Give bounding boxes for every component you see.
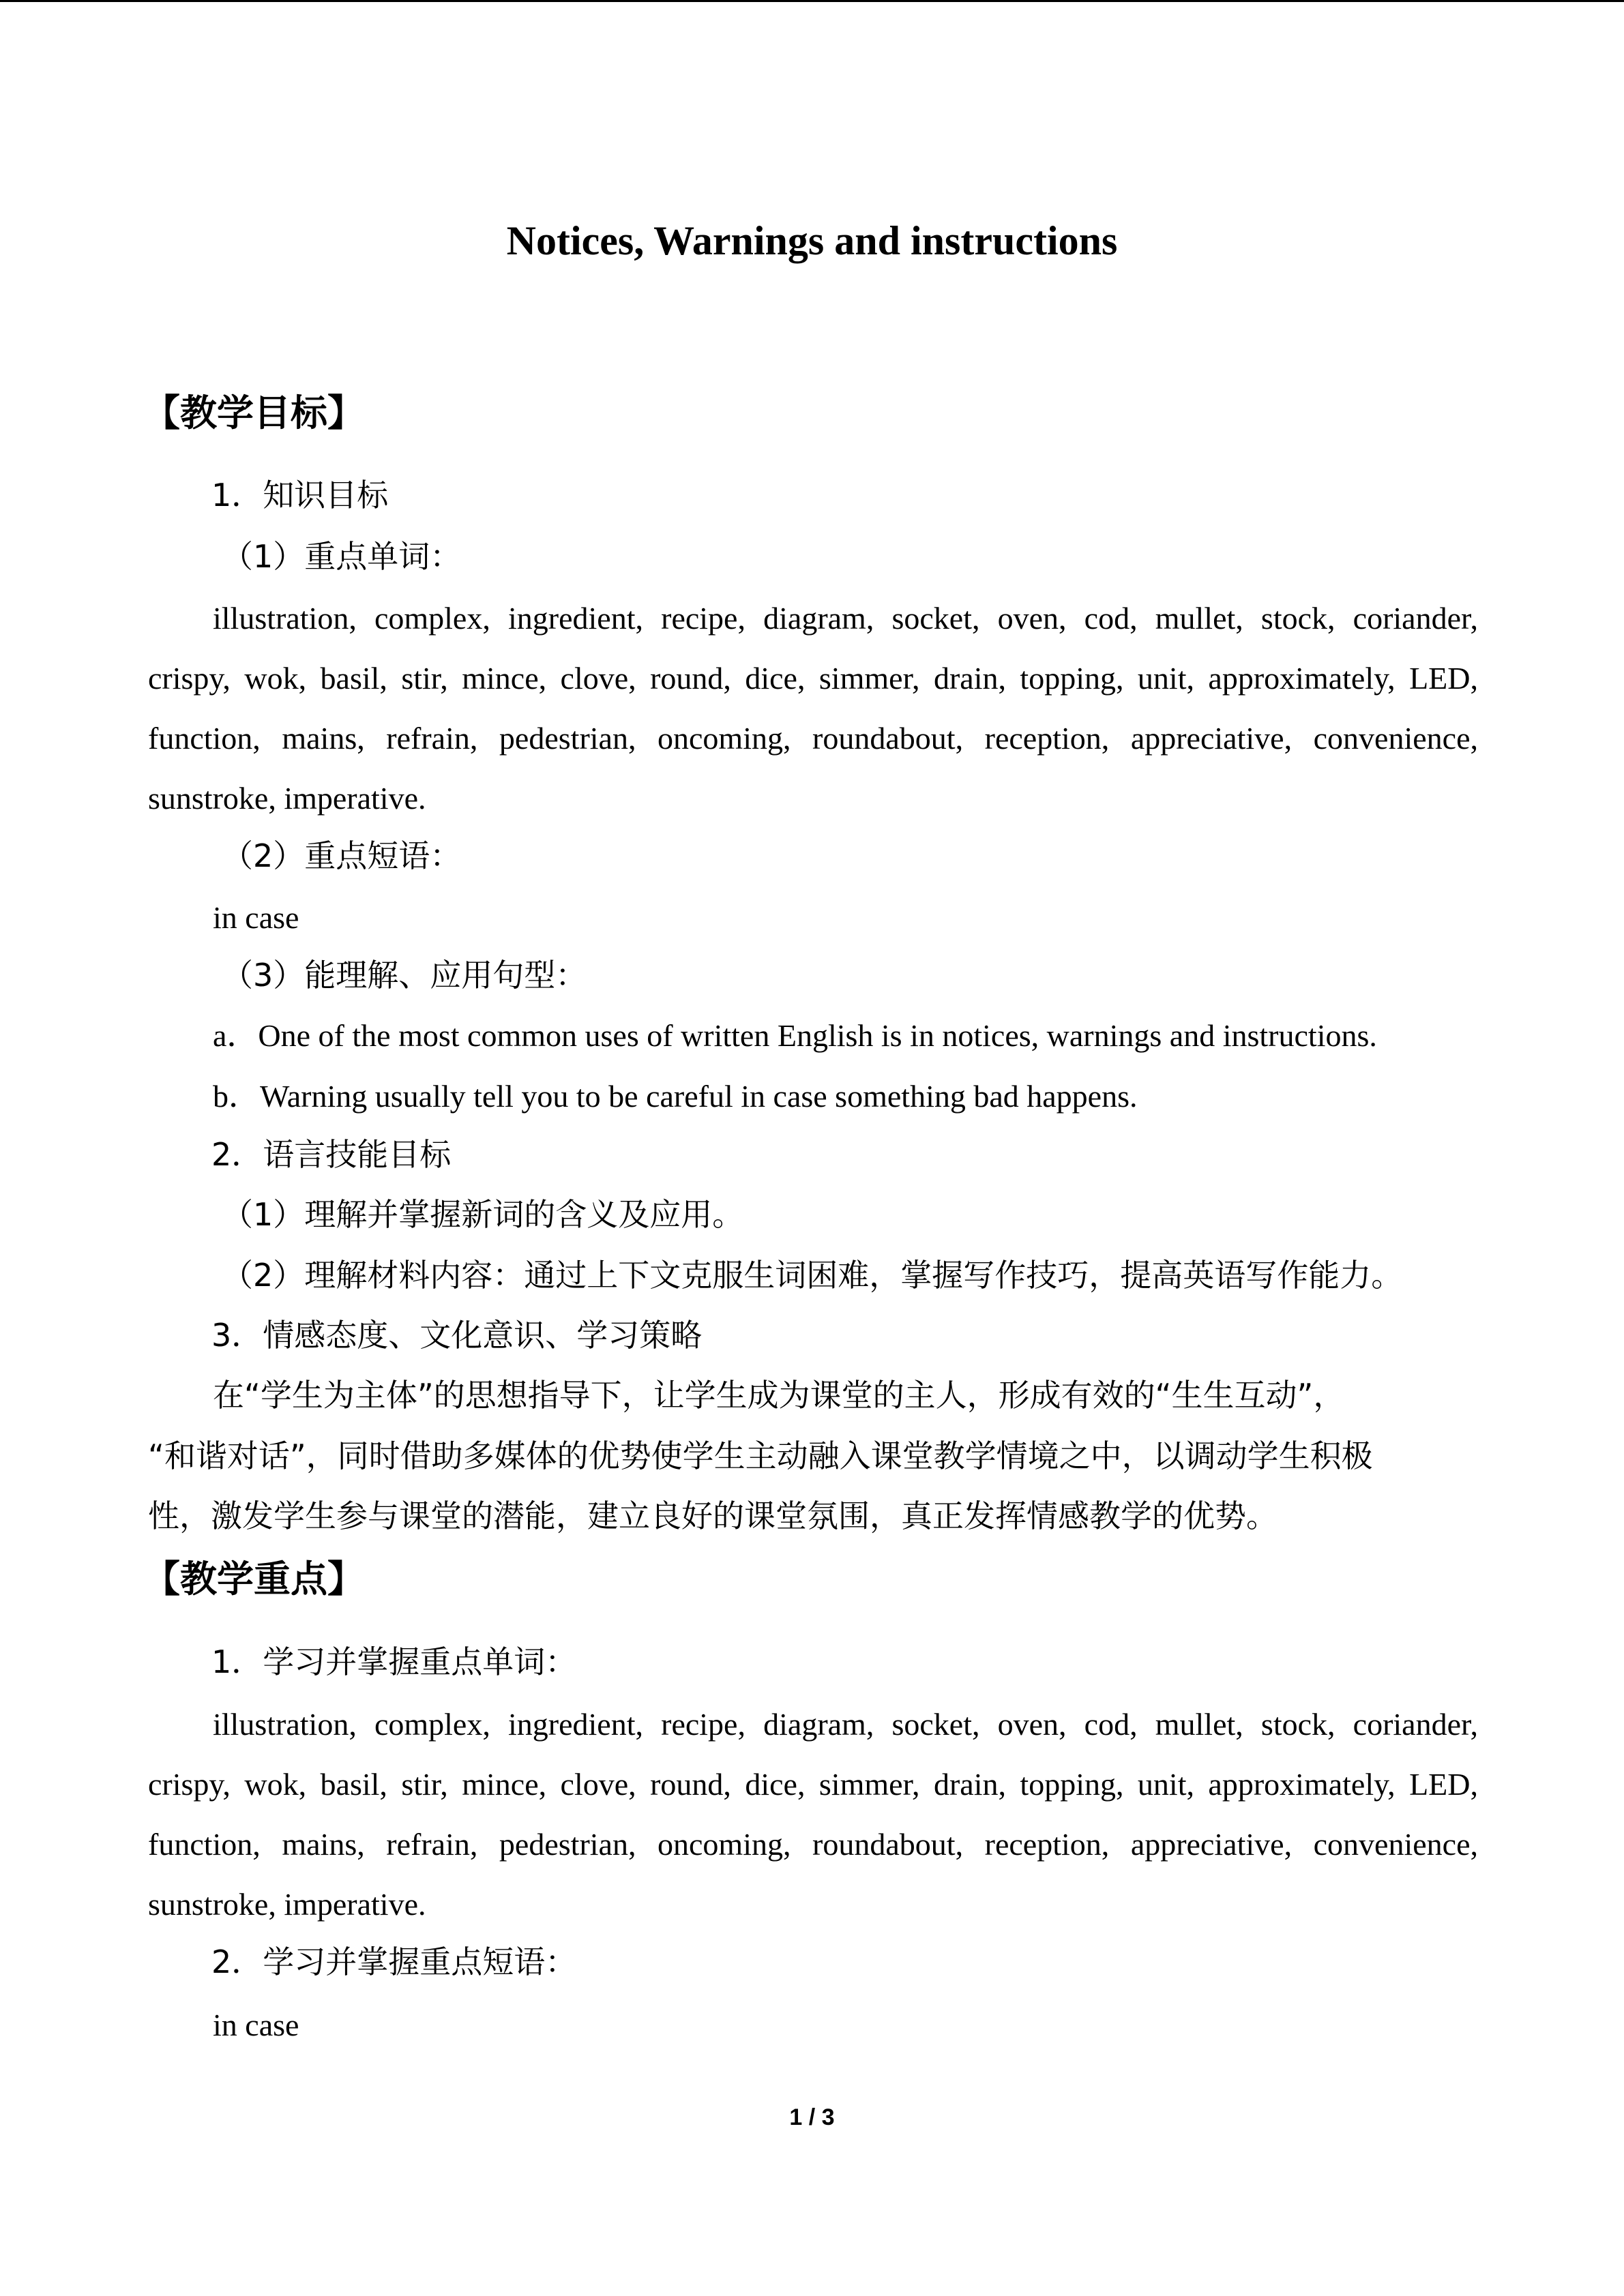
key-points-phrase: in case xyxy=(213,2008,299,2042)
affective-paragraph-line: 在“学生为主体”的思想指导下，让学生成为课堂的主人，形成有效的“生生互动”， xyxy=(213,1377,1345,1414)
key-points-words-line: function, mains, refrain, pedestrian, oncoming, roundabout, reception, appreciative, convenience, xyxy=(148,1827,1478,1862)
key-points-item-1: 1．学习并掌握重点单词： xyxy=(211,1643,577,1680)
key-words-label: （1）重点单词： xyxy=(222,538,462,575)
sentence-patterns-label: （3）能理解、应用句型： xyxy=(222,957,587,994)
key-phrases-label: （2）重点短语： xyxy=(222,837,462,874)
key-points-item-2: 2．学习并掌握重点短语： xyxy=(211,1943,577,1980)
section-heading-objectives: 【教学目标】 xyxy=(143,391,364,434)
sentence-b: b．Warning usually tell you to be careful in case something bad happens. xyxy=(213,1079,1138,1114)
key-points-words-line: sunstroke, imperative. xyxy=(148,1887,426,1922)
page-number: 1 / 3 xyxy=(789,2104,835,2130)
key-points-words-line: crispy, wok, basil, stir, mince, clove, round, dice, simmer, drain, topping, unit, approximately, LED, xyxy=(148,1767,1478,1802)
key-words-line: function, mains, refrain, pedestrian, oncoming, roundabout, reception, appreciative, convenience, xyxy=(148,721,1478,756)
affective-paragraph-line: “和谐对话”，同时借助多媒体的优势使学生主动融入课堂教学情境之中，以调动学生积极 xyxy=(148,1437,1373,1474)
section-heading-key-points: 【教学重点】 xyxy=(143,1557,364,1600)
sentence-a: a．One of the most common uses of written English is in notices, warnings and instructions. xyxy=(213,1018,1377,1053)
affective-paragraph-line: 性，激发学生参与课堂的潜能，建立良好的课堂氛围，真正发挥情感教学的优势。 xyxy=(148,1497,1278,1534)
key-words-line: sunstroke, imperative. xyxy=(148,781,426,816)
affective-goal-heading: 3．情感态度、文化意识、学习策略 xyxy=(211,1317,703,1354)
language-skill-goal-heading: 2．语言技能目标 xyxy=(211,1136,452,1173)
skill-item: （2）理解材料内容：通过上下文克服生词困难，掌握写作技巧，提高英语写作能力。 xyxy=(222,1257,1403,1294)
key-phrase: in case xyxy=(213,900,299,935)
skill-item: （1）理解并掌握新词的含义及应用。 xyxy=(222,1196,744,1233)
key-points-words-line: illustration, complex, ingredient, recipe, diagram, socket, oven, cod, mullet, stock, coriander, xyxy=(213,1707,1478,1742)
key-words-line: crispy, wok, basil, stir, mince, clove, round, dice, simmer, drain, topping, unit, approximately, LED, xyxy=(148,661,1478,696)
knowledge-goal-heading: 1．知识目标 xyxy=(211,477,389,513)
key-words-line: illustration, complex, ingredient, recipe, diagram, socket, oven, cod, mullet, stock, coriander, xyxy=(213,601,1478,636)
document-title: Notices, Warnings and instructions xyxy=(506,218,1118,263)
